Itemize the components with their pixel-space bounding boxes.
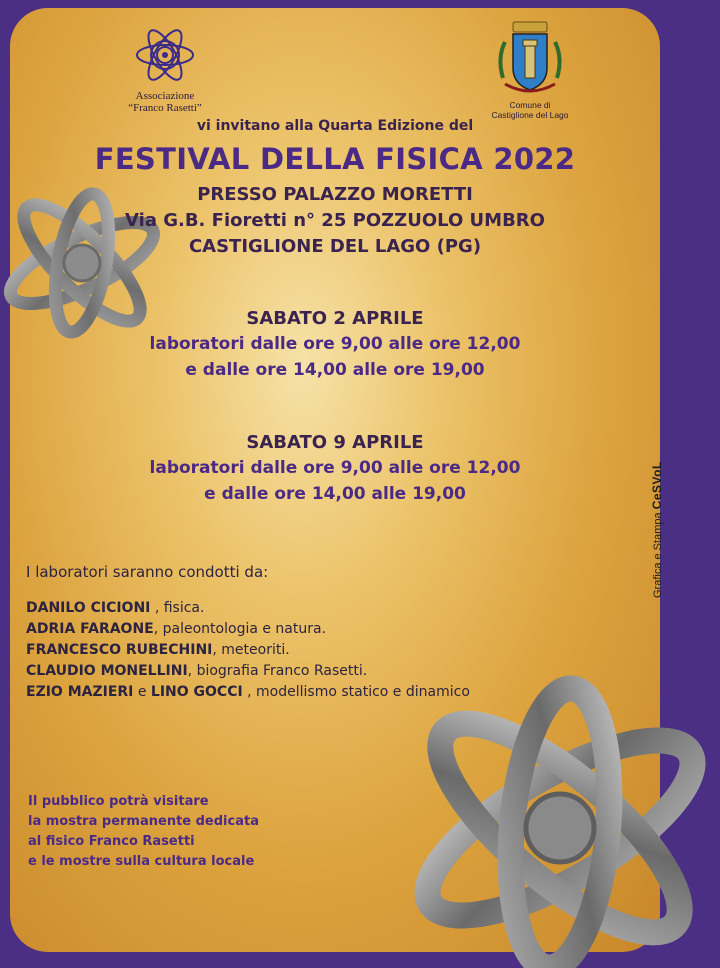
comune-crest-icon (493, 18, 567, 100)
festival-title: FESTIVAL DELLA FISICA 2022 (94, 142, 576, 176)
credit-text: Grafica e Stampa (652, 509, 664, 598)
person-line (26, 642, 290, 658)
venue-line-2: Via G.B. Fioretti n° 25 POZZUOLO UMBRO (125, 210, 545, 231)
public-note-line: e le mostre sulla cultura locale (28, 854, 255, 869)
day-2-hours-morning: laboratori dalle ore 9,00 alle ore 12,00 (149, 458, 521, 478)
comune-label: Comune di (509, 100, 551, 110)
public-note-line: Il pubblico potrà visitare (28, 794, 209, 809)
person-name: LINO GOCCI (150, 684, 243, 700)
association-logo (100, 24, 230, 114)
person-role: , fisica. (150, 600, 205, 616)
atom-decoration-icon (390, 668, 720, 968)
association-label: Associazione (135, 90, 195, 102)
comune-name: Castiglione del Lago (491, 110, 569, 120)
day-1-hours-afternoon: e dalle ore 14,00 alle ore 19,00 (185, 360, 485, 380)
person-role: , meteoriti. (212, 642, 290, 658)
venue-line-1: PRESSO PALAZZO MORETTI (197, 184, 473, 205)
public-note-line: la mostra permanente dedicata (28, 814, 259, 829)
person-connector: e (133, 684, 151, 700)
person-name: DANILO CICIONI (26, 600, 151, 616)
person-name: ADRIA FARAONE (26, 621, 154, 637)
association-name: “Franco Rasetti” (128, 102, 202, 114)
conducted-by-heading: I laboratori saranno condotti da: (26, 563, 269, 581)
person-name: CLAUDIO MONELLINI (26, 663, 188, 679)
person-name: FRANCESCO RUBECHINI (26, 642, 213, 658)
day-2-hours-afternoon: e dalle ore 14,00 alle 19,00 (204, 484, 466, 504)
printer-credit (650, 461, 664, 598)
public-note-line: al fisico Franco Rasetti (28, 834, 195, 849)
day-1-title: SABATO 2 APRILE (246, 308, 424, 329)
person-line (26, 621, 326, 637)
person-name: EZIO MAZIERI (26, 684, 134, 700)
comune-logo (470, 18, 590, 120)
person-role: , modellismo statico e dinamico (242, 684, 470, 700)
atom-logo-icon (134, 24, 196, 86)
person-role: , biografia Franco Rasetti. (187, 663, 368, 679)
day-1-hours-morning: laboratori dalle ore 9,00 alle ore 12,00 (149, 334, 521, 354)
person-line (26, 663, 367, 679)
person-role: , paleontologia e natura. (153, 621, 327, 637)
poster (10, 8, 664, 952)
intro-text: vi invitano alla Quarta Edizione del (196, 118, 474, 134)
credit-brand: CeSVoL (650, 461, 664, 510)
venue-line-3: CASTIGLIONE DEL LAGO (PG) (188, 236, 482, 257)
person-line (26, 684, 470, 700)
person-line (26, 600, 204, 616)
day-2-title: SABATO 9 APRILE (246, 432, 424, 453)
